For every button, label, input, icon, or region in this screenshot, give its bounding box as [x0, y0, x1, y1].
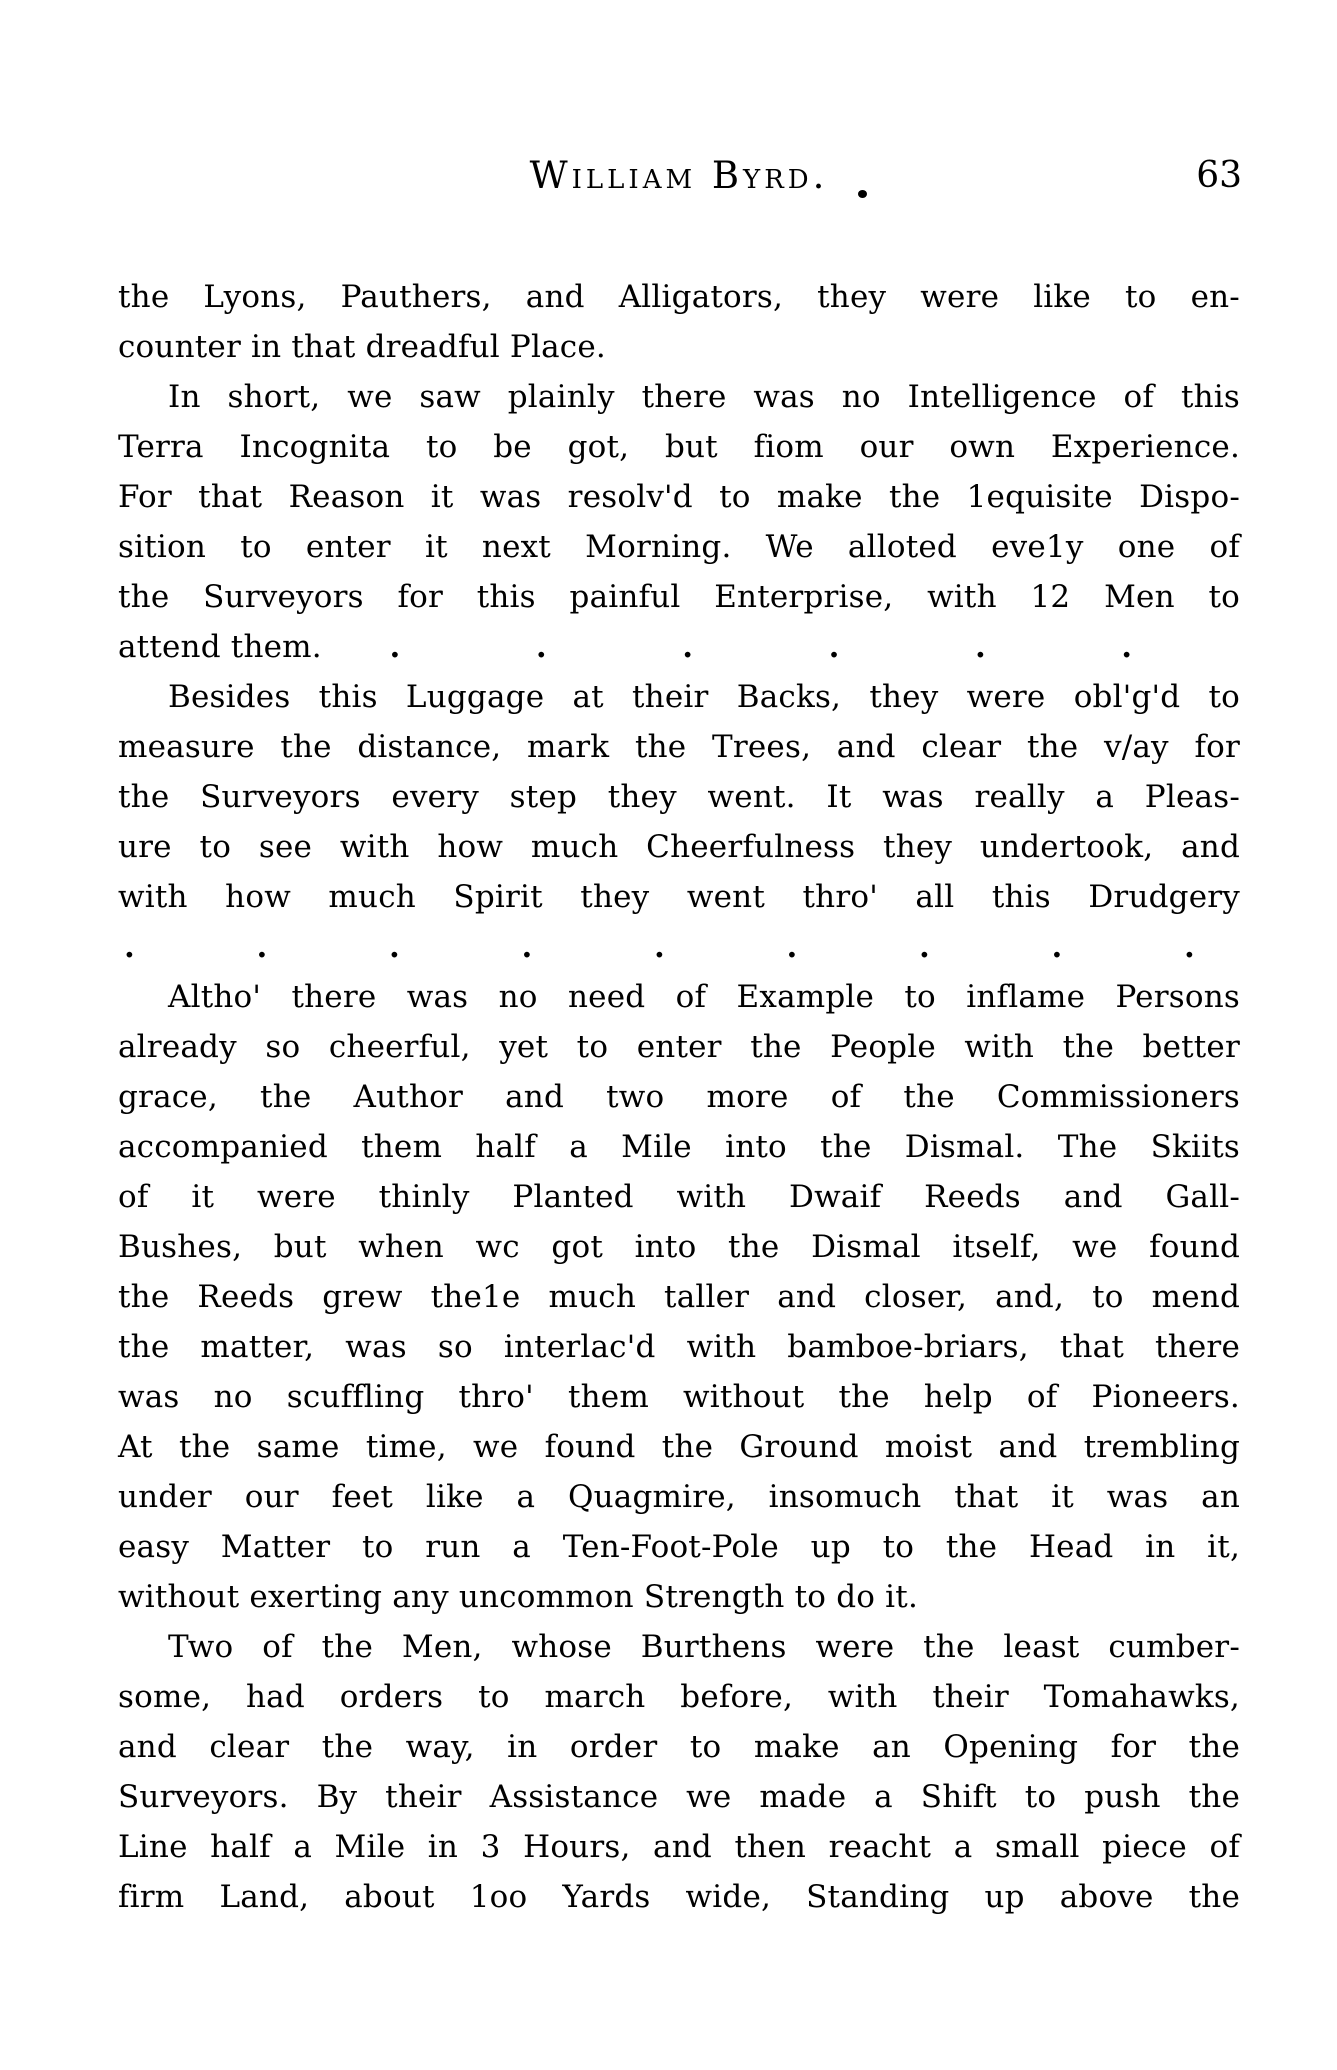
text-line: ure to see with how much Cheerfulness they undertook, and	[118, 829, 1240, 865]
text-line: with how much Spirit they went thro' all this Drudgery	[118, 879, 1240, 915]
ellipsis-dot: .	[256, 929, 268, 965]
page-number: 63	[1196, 155, 1242, 196]
text-line: under our feet like a Quagmire, insomuch that it was an	[118, 1479, 1240, 1515]
text-line: already so cheerful, yet to enter the People with the better	[118, 1029, 1240, 1065]
text-line: grace, the Author and two more of the Commissioners	[118, 1079, 1240, 1115]
running-header	[118, 150, 1240, 202]
ellipsis-dot: .	[1121, 629, 1133, 665]
ellipsis-dot: .	[1051, 929, 1063, 965]
text-line: Terra Incognita to be got, but fiom our own Experience.	[118, 429, 1240, 465]
text-line: the matter, was so interlac'd with bamboe-briars, that there	[118, 1329, 1240, 1365]
text-line: some, had orders to march before, with their Tomahawks,	[118, 1679, 1240, 1715]
text-line: the Surveyors every step they went. It was really a Pleas-	[118, 779, 1240, 815]
text-line: For that Reason it was resolv'd to make the 1equisite Dispo-	[118, 479, 1240, 515]
ellipsis-dot: .	[389, 929, 400, 965]
ellipsis-dot: .	[521, 929, 533, 965]
text-column	[118, 272, 1240, 1922]
text-line: was no scuffling thro' them without the help of Pioneers.	[118, 1379, 1240, 1415]
text-line: the Lyons, Pauthers, and Alligators, they were like to en-	[118, 279, 1240, 315]
text-line: measure the distance, mark the Trees, and clear the v/ay for	[118, 729, 1240, 765]
ellipsis-dot: .	[389, 629, 401, 665]
ellipsis-dot: .	[124, 929, 135, 965]
ellipsis-dot: .	[828, 629, 840, 665]
text-line: Two of the Men, whose Burthens were the least cumber-	[168, 1629, 1240, 1665]
text-line: Altho' there was no need of Example to inflame Persons	[168, 979, 1240, 1015]
text-line: of it were thinly Planted with Dwaif Reeds and Gall-	[118, 1179, 1240, 1215]
text-line: firm Land, about 1oo Yards wide, Standing up above the	[118, 1879, 1240, 1915]
text-line-fragment: attend them.	[118, 629, 322, 665]
text-line: In short, we saw plainly there was no Intelligence of this	[168, 379, 1240, 415]
ellipsis-dot: .	[535, 629, 547, 665]
text-line	[118, 622, 1240, 672]
header-title: William Byrd.	[529, 154, 829, 197]
ellipsis-dot: .	[682, 629, 694, 665]
ellipsis-dot: .	[654, 929, 665, 965]
text-line: sition to enter it next Morning. We alloted eve1y one of	[118, 529, 1240, 565]
text-line: accompanied them half a Mile into the Dismal. The Skiits	[118, 1129, 1240, 1165]
ellipsis-row	[118, 922, 1240, 972]
text-line: the Reeds grew the1e much taller and closer, and, to mend	[118, 1279, 1240, 1315]
ellipsis-fill	[322, 622, 1240, 672]
text-line: without exerting any uncommon Strength to do it.	[118, 1579, 918, 1615]
text-line: counter in that dreadful Place.	[118, 329, 606, 365]
ellipsis-dot: .	[1184, 929, 1195, 965]
ellipsis-dot: .	[974, 629, 986, 665]
text-line: Line half a Mile in 3 Hours, and then reacht a small piece of	[118, 1829, 1240, 1865]
ellipsis-dot: .	[786, 929, 798, 965]
text-line: At the same time, we found the Ground moist and trembling	[118, 1429, 1240, 1465]
ink-speck	[858, 190, 867, 198]
text-line: Bushes, but when wc got into the Dismal itself, we found	[118, 1229, 1240, 1265]
text-line: the Surveyors for this painful Enterprise, with 12 Men to	[118, 579, 1240, 615]
text-line: easy Matter to run a Ten-Foot-Pole up to the Head in it,	[118, 1529, 1240, 1565]
ellipsis-dot: .	[919, 929, 930, 965]
text-line: Surveyors. By their Assistance we made a Shift to push the	[118, 1779, 1240, 1815]
text-line: and clear the way, in order to make an Opening for the	[118, 1729, 1240, 1765]
text-line: Besides this Luggage at their Backs, they were obl'g'd to	[168, 679, 1240, 715]
